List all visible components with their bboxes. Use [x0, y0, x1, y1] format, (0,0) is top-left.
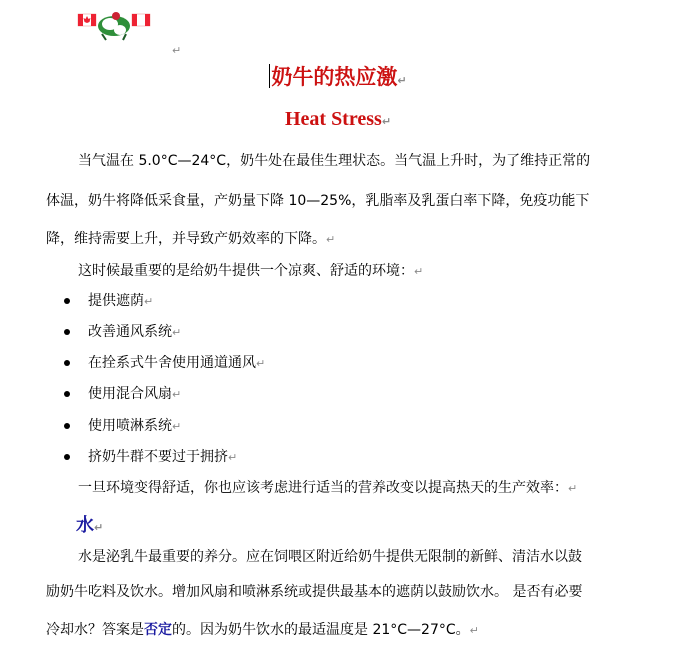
- page-title-en: [0, 104, 676, 137]
- bullet-dot: [64, 360, 70, 366]
- paragraph-mark: ↵: [172, 326, 182, 339]
- paragraph-mark: ↵: [397, 74, 407, 87]
- list-item: 使用喷淋系统↵: [88, 418, 182, 434]
- intro-line-3: 降，维持需要上升，并导致产奶效率的下降。↵: [46, 231, 336, 247]
- bullet-dot: [64, 298, 70, 304]
- water-heading: 水↵: [76, 515, 104, 536]
- paragraph-mark: ↵: [326, 233, 336, 246]
- bullet-dot: [64, 329, 70, 335]
- paragraph-mark: ↵: [228, 451, 238, 464]
- list-item: 挤奶牛群不要过于拥挤↵: [88, 449, 238, 465]
- paragraph-mark: ↵: [414, 265, 424, 278]
- list-item: 改善通风系统↵: [88, 324, 182, 340]
- title-en-text: Heat Stress: [284, 108, 382, 130]
- paragraph-mark: ↵: [144, 295, 154, 308]
- paragraph-mark: ↵: [256, 357, 266, 370]
- paragraph-mark: ↵: [172, 388, 182, 401]
- paragraph-mark: ↵: [172, 420, 182, 433]
- list-item: 在拴系式牛舍使用通道通风↵: [88, 355, 266, 371]
- water-line-1: 水是泌乳牛最重要的养分。应在饲喂区附近给奶牛提供无限制的新鲜、清洁水以鼓: [78, 549, 582, 565]
- paragraph-mark: ↵: [568, 482, 578, 495]
- water-line-2: 励奶牛吃料及饮水。增加风扇和喷淋系统或提供最基本的遮荫以鼓励饮水。 是否有必要: [46, 584, 583, 600]
- intro-line-2: 体温，奶牛将降低采食量，产奶量下降 10—25%，乳脂率及乳蛋白率下降，免疫功能下: [46, 193, 590, 209]
- paragraph-mark: ↵: [172, 44, 182, 57]
- bullet-dot: [64, 391, 70, 397]
- canada-flag-cow-logo: [76, 8, 154, 42]
- emphasis-negative: 否定: [144, 622, 172, 638]
- page-title-cn: [0, 62, 676, 96]
- intro-line-1: 当气温在 5.0°C—24°C，奶牛处在最佳生理状态。当气温上升时，为了维持正常的: [78, 153, 591, 169]
- paragraph-mark: ↵: [469, 624, 479, 637]
- paragraph-mark: ↵: [381, 115, 392, 128]
- closing-sentence: 一旦环境变得舒适，你也应该考虑进行适当的营养改变以提高热天的生产效率：↵: [78, 480, 578, 496]
- env-intro: 这时候最重要的是给奶牛提供一个凉爽、舒适的环境：↵: [78, 263, 424, 279]
- bullet-dot: [64, 454, 70, 460]
- title-cn-text: 奶牛的热应激: [271, 64, 398, 89]
- list-item: 使用混合风扇↵: [88, 386, 182, 402]
- list-item: 提供遮荫↵: [88, 293, 154, 309]
- paragraph-mark: ↵: [94, 521, 104, 534]
- bullet-dot: [64, 423, 70, 429]
- water-line-3: 冷却水？答案是否定的。因为奶牛饮水的最适温度是 21°C—27°C。↵: [46, 622, 479, 638]
